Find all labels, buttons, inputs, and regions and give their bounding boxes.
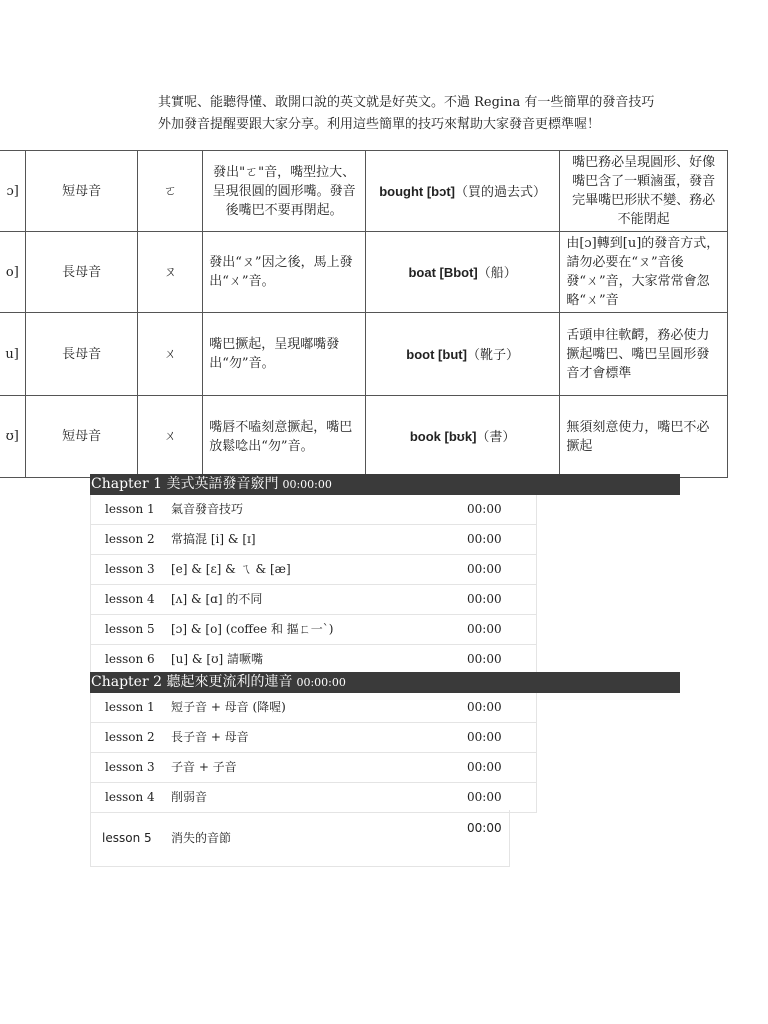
lesson-duration: 00:00 [467, 592, 502, 606]
pronunciation-desc: 發出“ㄡ”因之後，馬上發出“ㄨ”音。 [203, 232, 366, 313]
lesson-number: lesson 5 [102, 831, 152, 845]
table-row [0, 313, 728, 396]
chapter-1-header[interactable] [90, 474, 680, 495]
vowel-type: 短母音 [25, 396, 138, 478]
example-cell [365, 232, 559, 313]
chapter-2-lessons-tail [90, 810, 510, 867]
lesson-duration: 00:00 [467, 622, 502, 636]
lesson-duration: 00:00 [467, 790, 502, 804]
pronunciation-desc: 嘴巴撅起，呈現嘟嘴發出“勿”音。 [203, 313, 366, 396]
pronunciation-desc: 嘴唇不嗑刻意撅起，嘴巴放鬆唸出“勿”音。 [203, 396, 366, 478]
pronunciation-desc: 發出"ㄛ"音，嘴型拉大、呈現很圓的圓形嘴。發音後嘴巴不要再閉起。 [203, 151, 366, 232]
vowel-type: 短母音 [25, 151, 138, 232]
example-word: book [bʊk] [409, 429, 477, 444]
zhuyin-symbol: ㄨ [138, 396, 203, 478]
vowel-type: 長母音 [25, 313, 138, 396]
lesson-duration: 00:00 [467, 821, 502, 835]
table-row [0, 396, 728, 478]
lesson-duration: 00:00 [467, 502, 502, 516]
lesson-number: lesson 4 [105, 592, 155, 606]
lesson-number: lesson 1 [105, 700, 155, 714]
phonetic-symbol: o] [0, 232, 25, 313]
phonetic-symbol: ɔ] [0, 151, 25, 232]
lesson-duration: 00:00 [467, 730, 502, 744]
lesson-number: lesson 2 [105, 730, 155, 744]
lesson-duration: 00:00 [467, 760, 502, 774]
lesson-duration: 00:00 [467, 532, 502, 546]
zhuyin-symbol: ㄨ [138, 313, 203, 396]
lesson-duration: 00:00 [467, 652, 502, 666]
chapter-title: Chapter 2 聽起來更流利的連音 [91, 674, 293, 690]
lesson-item[interactable] [91, 783, 536, 813]
lesson-number: lesson 2 [105, 532, 155, 546]
lesson-item[interactable] [91, 753, 536, 783]
pronunciation-note: 嘴巴務必呈現圓形、好像嘴巴含了一顆滷蛋，發音完畢嘴巴形狀不變、務必不能閉起 [560, 151, 728, 232]
lesson-duration: 00:00 [467, 562, 502, 576]
pronunciation-note: 無須刻意使力，嘴巴不必撅起 [560, 396, 728, 478]
phonetic-symbol: ʊ] [0, 396, 25, 478]
zhuyin-symbol: ㄛ [138, 151, 203, 232]
lesson-title: 氣音發音技巧 [171, 502, 244, 516]
vowel-table [0, 150, 728, 478]
chapter-title: Chapter 1 美式英語發音竅門 [91, 476, 279, 492]
lesson-item[interactable] [91, 525, 536, 555]
zhuyin-symbol: ㄡ [138, 232, 203, 313]
chapter-1-lessons [90, 495, 537, 675]
lesson-title: [ɔ] & [o] (coffee 和 摳ㄈ一ˋ) [171, 622, 334, 636]
lesson-title: [ʌ] & [ɑ] 的不同 [171, 592, 263, 606]
example-cell [365, 313, 559, 396]
lesson-duration: 00:00 [467, 700, 502, 714]
example-word: bought [bɔt] [379, 183, 456, 199]
lesson-item[interactable] [91, 645, 536, 675]
example-meaning: （靴子） [466, 346, 519, 362]
lesson-title: 長子音 + 母音 [171, 730, 249, 744]
lesson-item[interactable] [91, 615, 536, 645]
example-cell [365, 151, 559, 232]
lesson-item[interactable] [91, 693, 536, 723]
lesson-number: lesson 6 [105, 652, 155, 666]
chapter-2-header[interactable] [90, 672, 680, 693]
lesson-item[interactable] [91, 555, 536, 585]
lesson-item[interactable] [91, 585, 536, 615]
intro-line-1: 其實呢、能聽得懂、敢開口說的英文就是好英文。不過 Regina 有一些簡單的發音技巧 [158, 95, 655, 110]
table-row [0, 151, 728, 232]
example-cell [365, 396, 559, 478]
vowel-type: 長母音 [25, 232, 138, 313]
lesson-title: 短子音 + 母音 (降喔) [171, 700, 286, 714]
chapter-duration: 00:00:00 [296, 676, 346, 689]
lesson-number: lesson 1 [105, 502, 155, 516]
lesson-title: [e] & [ɛ] & ㄟ & [æ] [171, 562, 291, 576]
lesson-title: 子音 + 子音 [171, 760, 237, 774]
intro-line-2: 外加發音提醒要跟大家分享。利用這些簡單的技巧來幫助大家發音更標準喔！ [158, 117, 601, 132]
example-meaning: （書） [476, 429, 516, 444]
pronunciation-note: 舌頭申往軟齶，務必使力撅起嘴巴、嘴巴呈圓形發音才會標準 [560, 313, 728, 396]
example-meaning: （買的過去式） [455, 183, 547, 199]
lesson-item[interactable] [91, 723, 536, 753]
lesson-title: 消失的音節 [171, 831, 232, 845]
example-word: boot [but] [406, 346, 467, 362]
chapter-duration: 00:00:00 [282, 478, 332, 491]
lesson-number: lesson 3 [105, 760, 155, 774]
phonetic-symbol: u] [0, 313, 25, 396]
lesson-number: lesson 4 [105, 790, 155, 804]
example-meaning: （船） [477, 264, 517, 280]
intro-paragraph [158, 92, 718, 136]
lesson-title: [u] & [ʊ] 請噘嘴 [171, 652, 264, 666]
lesson-item[interactable] [91, 810, 509, 867]
lesson-title: 削弱音 [171, 790, 208, 804]
example-word: boat [Bbot] [408, 264, 478, 280]
lesson-title: 常搞混 [i] & [ɪ] [171, 532, 256, 546]
chapter-2-lessons [90, 693, 537, 813]
lesson-number: lesson 3 [105, 562, 155, 576]
lesson-number: lesson 5 [105, 622, 155, 636]
table-row [0, 232, 728, 313]
pronunciation-note: 由[ɔ]轉到[u]的發音方式，請勿必要在“ㄡ”音後發“ㄨ”音，大家常常會忽略“ㄨ”音 [560, 232, 728, 313]
lesson-item[interactable] [91, 495, 536, 525]
